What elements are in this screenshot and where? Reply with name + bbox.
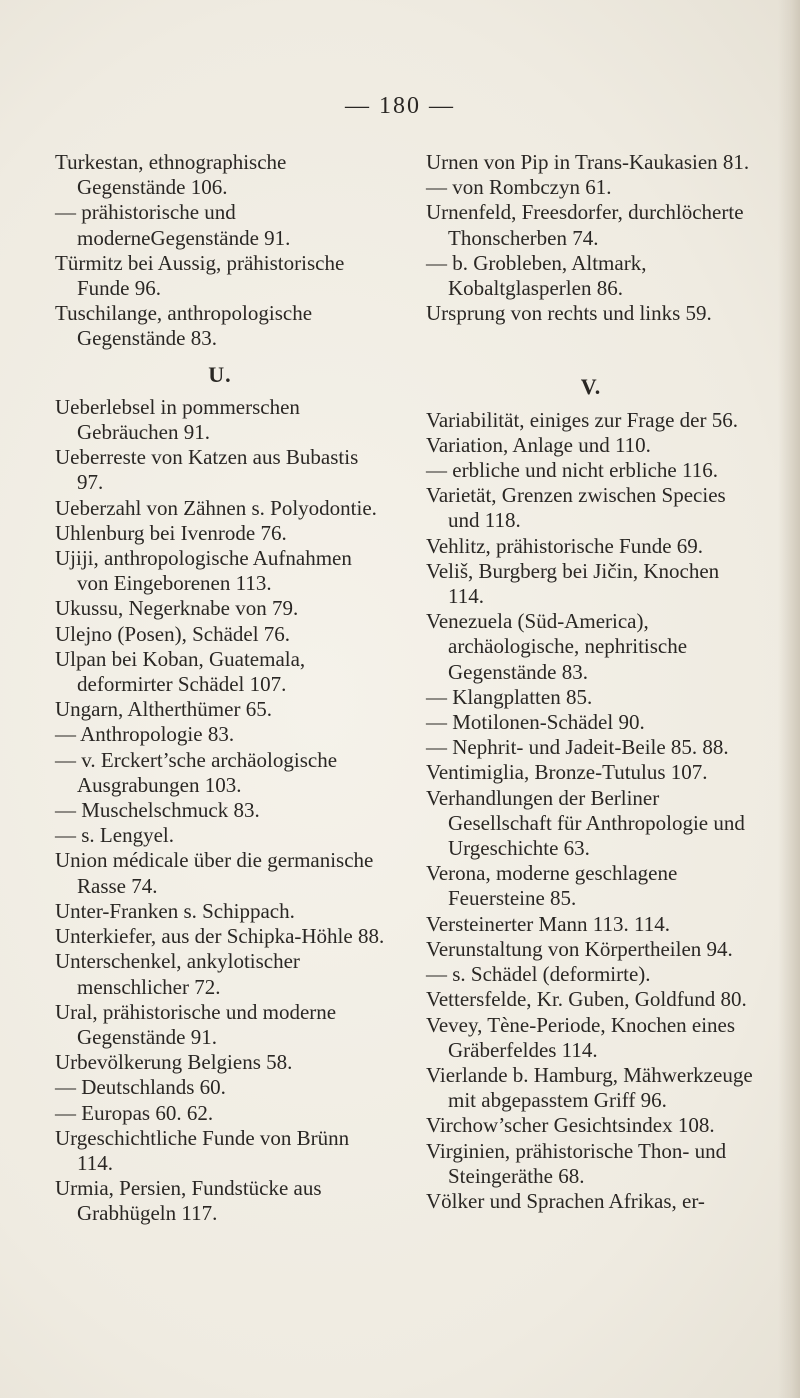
index-entry: — b. Grobleben, Altmark, Kobaltglasperlen 86. [426, 250, 647, 301]
index-entry: Verona, moderne geschlagene Feuersteine 85. [426, 861, 678, 911]
index-entry: Vevey, Tène-Periode, Knochen eines Gräberfeldes 114. [426, 1012, 736, 1062]
index-entry: — Europas 60. 62. [55, 1100, 214, 1125]
index-entry: — s. Schädel (deformirte). [426, 962, 651, 987]
index-entry: Ueberzahl von Zähnen s. Polyodontie. [55, 495, 377, 520]
index-entry: Ujiji, anthropologische Aufnahmen von Eingeborenen 113. [55, 546, 352, 596]
index-entry: Uhlenburg bei Ivenrode 76. [55, 520, 287, 545]
page-number: — 180 — [345, 93, 455, 119]
index-entry: Venezuela (Süd-America), archäologische, nephritische Gegenstände 83. [426, 609, 688, 684]
index-entry: — Deutschlands 60. [55, 1075, 226, 1100]
index-entry: Urmia, Persien, Fundstücke aus Grabhügeln 117. [55, 1176, 322, 1226]
index-entry: — Anthropologie 83. [55, 722, 235, 747]
index-entry: Virginien, prähistorische Thon- und Steingeräthe 68. [426, 1138, 727, 1188]
index-entry: — prähistorische und moderneGegenstände 91. [55, 200, 291, 250]
index-entry: Vierlande b. Hamburg, Mähwerkzeuge mit abgepasstem Griff 96. [426, 1062, 753, 1113]
index-entry: Urnenfeld, Freesdorfer, durchlöcherte Thonscherben 74. [426, 200, 744, 250]
index-entry: — v. Erckert’sche archäologische Ausgrabungen 103. [55, 747, 338, 797]
index-entry: — s. Lengyel. [55, 823, 174, 848]
index-entry: Unterschenkel, ankylotischer menschlicher 72. [55, 949, 300, 999]
index-entry: Ventimiglia, Bronze-Tutulus 107. [426, 760, 708, 785]
index-entry: Ural, prähistorische und moderne Gegenstände 91. [55, 999, 337, 1049]
index-entry: Verhandlungen der Berliner Gesellschaft für Anthropologie und Urgeschichte 63. [426, 785, 745, 861]
index-entry: Vettersfelde, Kr. Guben, Goldfund 80. [426, 987, 747, 1012]
index-entry: Verunstaltung von Körpertheilen 94. [426, 936, 733, 961]
index-entry: Unterkiefer, aus der Schipka-Höhle 88. [55, 924, 385, 949]
index-entry: — Nephrit- und Jadeit-Beile 85. 88. [426, 735, 729, 760]
index-entry: Veliš, Burgberg bei Jičin, Knochen 114. [426, 558, 720, 609]
page-edge-shadow [778, 0, 800, 1398]
index-entry: Varietät, Grenzen zwischen Species und 118. [426, 483, 726, 533]
index-entry: Türmitz bei Aussig, prähistorische Funde 96. [55, 250, 345, 301]
index-entry: Ulejno (Posen), Schädel 76. [55, 621, 291, 646]
section-heading-u: U. [208, 361, 232, 387]
index-entry: Unter-Franken s. Schippach. [55, 898, 295, 923]
left-column [55, 150, 385, 1227]
index-entry: Ueberlebsel in pommerschen Gebräuchen 91. [55, 394, 300, 445]
index-entry: Ursprung von rechts und links 59. [426, 301, 712, 326]
index-entry: Ukussu, Negerknabe von 79. [55, 596, 299, 621]
index-entry: — erbliche und nicht erbliche 116. [426, 458, 718, 483]
index-entry: Variabilität, einiges zur Frage der 56. [426, 407, 738, 432]
index-entry: — von Rombczyn 61. [426, 175, 612, 200]
index-entry: Ungarn, Altherthümer 65. [55, 697, 272, 722]
index-entry: — Motilonen-Schädel 90. [426, 710, 645, 735]
index-entry: Tuschilange, anthropologische Gegenstände 83. [55, 301, 313, 351]
index-entry: — Klangplatten 85. [426, 684, 593, 709]
index-entry: Urgeschichtliche Funde von Brünn 114. [55, 1125, 350, 1175]
index-entry: Vehlitz, prähistorische Funde 69. [426, 533, 704, 558]
section-heading-v: V. [580, 374, 602, 400]
index-entry: Variation, Anlage und 110. [426, 432, 651, 457]
index-entry: Union médicale über die germanische Rasse 74. [55, 848, 374, 898]
index-entry: Turkestan, ethnographische Gegenstände 106. [55, 150, 287, 200]
index-entry: Völker und Sprachen Afrikas, er- [426, 1188, 705, 1213]
index-entry: Urnen von Pip in Trans-Kaukasien 81. [426, 150, 750, 174]
index-entry: Versteinerter Mann 113. 114. [426, 911, 670, 936]
index-entry: Ulpan bei Koban, Guatemala, deformirter Schädel 107. [55, 646, 306, 697]
index-entry: Virchow’scher Gesichtsindex 108. [426, 1113, 715, 1138]
index-entry: — Muschelschmuck 83. [55, 798, 260, 823]
index-entry: Urbevölkerung Belgiens 58. [55, 1050, 293, 1075]
index-entry: Ueberreste von Katzen aus Bubastis 97. [55, 445, 359, 495]
right-column [426, 150, 756, 1214]
